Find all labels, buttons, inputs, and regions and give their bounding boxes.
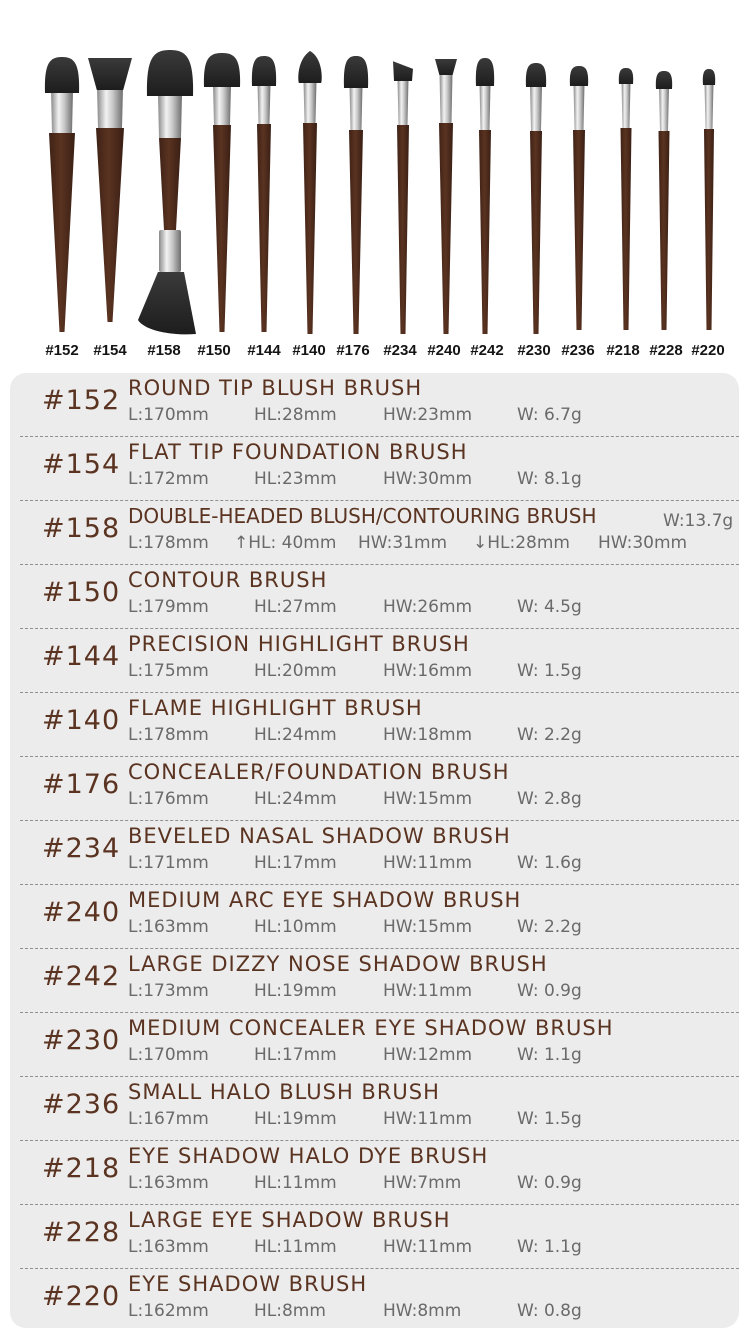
- hair-width: HW:11mm: [383, 853, 473, 873]
- hair-width: HW:7mm: [383, 1173, 462, 1193]
- bristles: [526, 63, 546, 87]
- spec-row-236: [20, 1077, 739, 1141]
- brush-code: #154: [42, 449, 121, 480]
- brush-code: #218: [42, 1153, 121, 1184]
- brush-label-220: #220: [691, 342, 725, 359]
- spec-row-234: [20, 821, 739, 885]
- brush-weight: W: 1.5g: [517, 661, 582, 681]
- hair-width: HW:15mm: [383, 917, 473, 937]
- handle: [573, 130, 585, 330]
- brush-weight: W: 4.5g: [517, 597, 582, 617]
- brush-name: MEDIUM CONCEALER EYE SHADOW BRUSH: [128, 1016, 614, 1040]
- ferrule-bottom: [159, 230, 181, 272]
- handle: [257, 124, 271, 332]
- brush-240: [435, 59, 457, 334]
- brush-name: LARGE DIZZY NOSE SHADOW BRUSH: [128, 952, 548, 976]
- brush-code: #158: [42, 513, 121, 544]
- brush-length: L:170mm: [128, 1045, 209, 1065]
- brush-weight: W: 1.1g: [517, 1045, 582, 1065]
- bristles: [619, 68, 633, 84]
- ferrule: [350, 86, 363, 130]
- hair-length: HL:10mm: [254, 917, 337, 937]
- handle: [159, 138, 181, 230]
- brush-label-218: #218: [606, 342, 640, 359]
- spec-row-152: [20, 373, 739, 437]
- bristles: [147, 50, 193, 96]
- spec-row-218: [20, 1141, 739, 1205]
- hair-length-bottom: ↓HL:28mm: [473, 533, 570, 553]
- brush-label-240: #240: [427, 342, 461, 359]
- hair-length: HL:20mm: [254, 661, 337, 681]
- hair-length: HL:19mm: [254, 1109, 337, 1129]
- brush-name: EYE SHADOW HALO DYE BRUSH: [128, 1144, 489, 1168]
- brush-length: L:178mm: [128, 725, 209, 745]
- hair-width: HW:11mm: [383, 1237, 473, 1257]
- brush-218: [619, 68, 633, 330]
- hair-width: HW:18mm: [383, 725, 473, 745]
- spec-row-230: [20, 1013, 739, 1077]
- brush-230: [526, 63, 546, 334]
- spec-row-176: [20, 757, 739, 821]
- brush-length: L:162mm: [128, 1301, 209, 1321]
- brush-label-152: #152: [45, 342, 79, 359]
- hair-width: HW:16mm: [383, 661, 473, 681]
- brush-154: [88, 58, 132, 322]
- brush-152: [45, 57, 79, 332]
- brush-name: PRECISION HIGHLIGHT BRUSH: [128, 632, 470, 656]
- brush-code: #152: [42, 385, 121, 416]
- brush-name: ROUND TIP BLUSH BRUSH: [128, 376, 423, 400]
- hair-length: HL:28mm: [254, 405, 337, 425]
- brush-176: [344, 56, 368, 334]
- brush-weight: W:13.7g: [663, 511, 734, 531]
- ferrule: [705, 83, 714, 129]
- bristles: [45, 57, 79, 93]
- spec-row-220: [20, 1269, 739, 1333]
- spec-row-158: [20, 501, 739, 565]
- brush-weight: W: 1.5g: [517, 1109, 582, 1129]
- brush-lineup: [0, 0, 750, 372]
- hair-width: HW:26mm: [383, 597, 473, 617]
- hair-length: HL:19mm: [254, 981, 337, 1001]
- ferrule: [304, 81, 317, 123]
- hair-length: HL:23mm: [254, 469, 337, 489]
- brush-weight: W: 0.9g: [517, 981, 582, 1001]
- hair-width: HW:30mm: [383, 469, 473, 489]
- brush-code: #240: [42, 897, 121, 928]
- hair-width-top: HW:31mm: [358, 533, 448, 553]
- brush-weight: W: 0.9g: [517, 1173, 582, 1193]
- hair-length: HL:24mm: [254, 789, 337, 809]
- brush-length: L:163mm: [128, 1237, 209, 1257]
- bristles: [703, 69, 715, 85]
- spec-row-228: [20, 1205, 739, 1269]
- handle: [397, 125, 409, 334]
- brush-name: SMALL HALO BLUSH BRUSH: [128, 1080, 440, 1104]
- handle: [621, 128, 632, 330]
- hair-length: HL:17mm: [254, 853, 337, 873]
- ferrule: [97, 88, 123, 128]
- brush-236: [570, 66, 588, 330]
- handle: [49, 133, 75, 332]
- spec-row-150: [20, 565, 739, 629]
- brush-lineup-illustration: [0, 0, 750, 372]
- handle: [96, 128, 124, 322]
- hair-width: HW:8mm: [383, 1301, 462, 1321]
- ferrule: [213, 85, 231, 125]
- bristles: [344, 56, 368, 88]
- handle: [439, 123, 453, 334]
- bristles: [393, 61, 413, 81]
- ferrule: [398, 79, 409, 125]
- brush-name: FLAT TIP FOUNDATION BRUSH: [128, 440, 468, 464]
- hair-length: HL:11mm: [254, 1237, 337, 1257]
- bristles: [204, 53, 240, 87]
- brush-220: [703, 69, 715, 330]
- brush-label-242: #242: [470, 342, 504, 359]
- brush-length: L:178mm: [128, 533, 209, 553]
- brush-name: CONCEALER/FOUNDATION BRUSH: [128, 760, 510, 784]
- handle: [704, 129, 714, 330]
- brush-length: L:163mm: [128, 1173, 209, 1193]
- spec-row-240: [20, 885, 739, 949]
- brush-140: [298, 51, 321, 334]
- hair-length: HL:11mm: [254, 1173, 337, 1193]
- brush-weight: W: 0.8g: [517, 1301, 582, 1321]
- brush-name: DOUBLE-HEADED BLUSH/CONTOURING BRUSH: [128, 504, 597, 528]
- brush-weight: W: 1.6g: [517, 853, 582, 873]
- brush-length: L:171mm: [128, 853, 209, 873]
- hair-length: HL:17mm: [254, 1045, 337, 1065]
- handle: [659, 131, 670, 330]
- ferrule: [158, 94, 182, 138]
- brush-144: [252, 56, 276, 332]
- brush-label-234: #234: [383, 342, 417, 359]
- brush-name: LARGE EYE SHADOW BRUSH: [128, 1208, 451, 1232]
- ferrule: [258, 84, 271, 124]
- spec-row-154: [20, 437, 739, 501]
- spec-table: [10, 373, 739, 1328]
- brush-weight: W: 2.2g: [517, 725, 582, 745]
- handle: [213, 125, 231, 332]
- brush-code: #144: [42, 641, 121, 672]
- brush-weight: W: 2.2g: [517, 917, 582, 937]
- brush-length: L:179mm: [128, 597, 209, 617]
- handle: [479, 130, 491, 334]
- brush-code: #140: [42, 705, 121, 736]
- handle: [530, 131, 542, 334]
- ferrule: [574, 84, 585, 130]
- brush-name: CONTOUR BRUSH: [128, 568, 328, 592]
- hair-width: HW:15mm: [383, 789, 473, 809]
- handle: [303, 123, 317, 334]
- brush-label-236: #236: [561, 342, 595, 359]
- brush-length: L:175mm: [128, 661, 209, 681]
- hair-width: HW:11mm: [383, 1109, 473, 1129]
- brush-label-228: #228: [649, 342, 683, 359]
- bristles-bottom: [138, 272, 196, 334]
- ferrule: [440, 73, 453, 123]
- brush-label-158: #158: [147, 342, 181, 359]
- brush-code: #220: [42, 1281, 121, 1312]
- brush-length: L:172mm: [128, 469, 209, 489]
- brush-label-230: #230: [517, 342, 551, 359]
- brush-weight: W: 2.8g: [517, 789, 582, 809]
- brush-228: [656, 71, 672, 330]
- handle: [349, 130, 363, 334]
- brush-length: L:163mm: [128, 917, 209, 937]
- hair-length-top: ↑HL: 40mm: [234, 533, 337, 553]
- ferrule: [51, 91, 73, 133]
- brush-label-144: #144: [247, 342, 281, 359]
- brush-label-140: #140: [292, 342, 326, 359]
- brush-242: [476, 58, 494, 334]
- brush-158: [138, 50, 196, 334]
- brush-length: L:167mm: [128, 1109, 209, 1129]
- brush-code: #230: [42, 1025, 121, 1056]
- brush-weight: W: 6.7g: [517, 405, 582, 425]
- brush-label-154: #154: [93, 342, 127, 359]
- hair-length: HL:27mm: [254, 597, 337, 617]
- ferrule: [622, 82, 631, 128]
- bristles: [656, 71, 672, 89]
- brush-label-150: #150: [197, 342, 231, 359]
- ferrule: [530, 85, 542, 131]
- spec-row-140: [20, 693, 739, 757]
- brush-code: #228: [42, 1217, 121, 1248]
- brush-weight: W: 1.1g: [517, 1237, 582, 1257]
- hair-width: HW:23mm: [383, 405, 473, 425]
- bristles: [252, 56, 276, 86]
- brush-code: #236: [42, 1089, 121, 1120]
- hair-width: HW:12mm: [383, 1045, 473, 1065]
- brush-name: BEVELED NASAL SHADOW BRUSH: [128, 824, 511, 848]
- brush-length: L:176mm: [128, 789, 209, 809]
- brush-code: #176: [42, 769, 121, 800]
- bristles: [88, 58, 132, 90]
- hair-length: HL:8mm: [254, 1301, 326, 1321]
- ferrule: [659, 87, 669, 131]
- brush-length: L:173mm: [128, 981, 209, 1001]
- spec-row-144: [20, 629, 739, 693]
- ferrule: [480, 84, 491, 130]
- brush-234: [393, 61, 413, 334]
- brush-150: [204, 53, 240, 332]
- spec-row-242: [20, 949, 739, 1013]
- bristles: [298, 51, 321, 83]
- hair-length: HL:24mm: [254, 725, 337, 745]
- brush-weight: W: 8.1g: [517, 469, 582, 489]
- brush-name: FLAME HIGHLIGHT BRUSH: [128, 696, 423, 720]
- brush-name: MEDIUM ARC EYE SHADOW BRUSH: [128, 888, 522, 912]
- brush-code: #242: [42, 961, 121, 992]
- brush-length: L:170mm: [128, 405, 209, 425]
- bristles: [435, 59, 457, 75]
- hair-width-bottom: HW:30mm: [598, 533, 688, 553]
- hair-width: HW:11mm: [383, 981, 473, 1001]
- brush-code: #234: [42, 833, 121, 864]
- brush-label-176: #176: [336, 342, 370, 359]
- bristles: [570, 66, 588, 86]
- bristles: [476, 58, 494, 86]
- brush-code: #150: [42, 577, 121, 608]
- brush-name: EYE SHADOW BRUSH: [128, 1272, 368, 1296]
